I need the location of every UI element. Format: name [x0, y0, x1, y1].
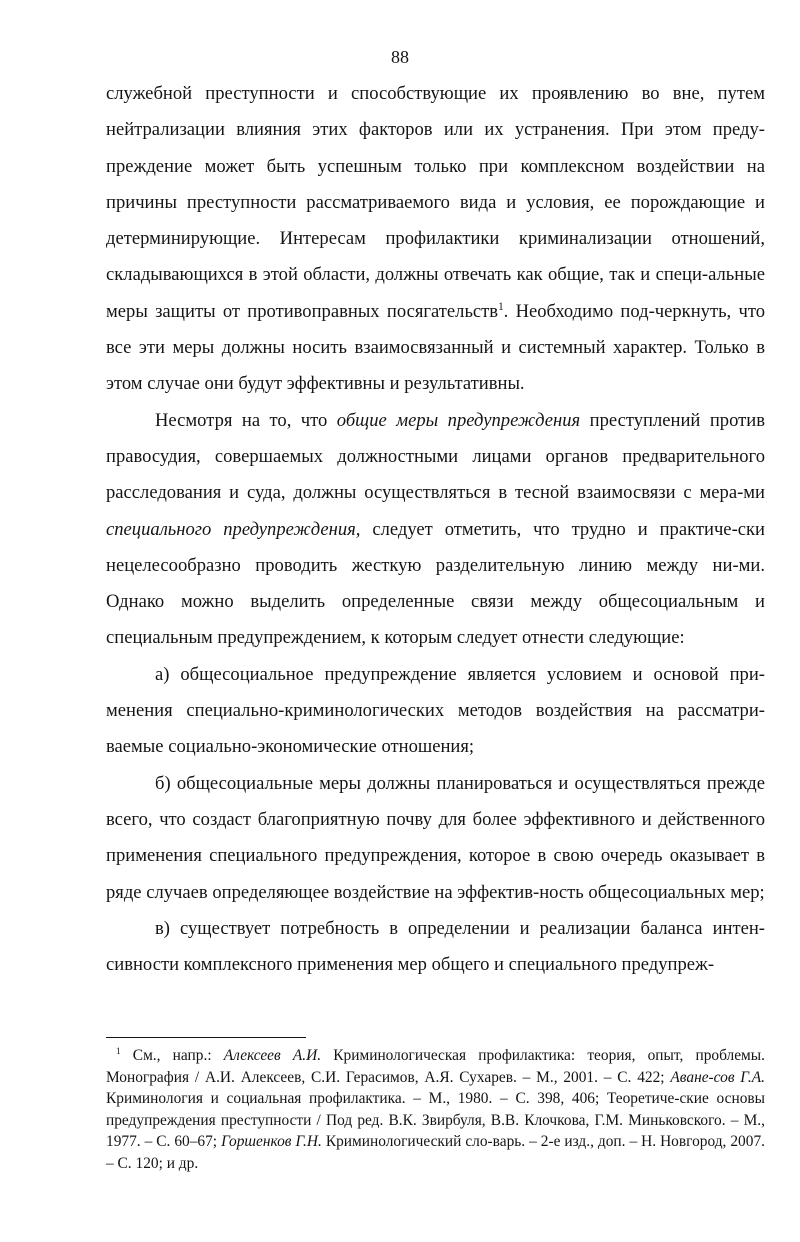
footnote-marker: 1	[498, 300, 504, 313]
text-run: следует отметить, что трудно и практиче-ски нецелесообразно проводить жесткую разделительную линию между ни-ми. Однако можно выделить определенные связи между общесоциальным и специальным предупреждением, к которым следует отнести следующие:	[106, 518, 765, 649]
text-run: Криминологическая профилактика: теория, опыт, проблемы. Монография / А.И. Алексеев, С.И. Герасимов, А.Я. Сухарев. – М., 2001. – С. 422;	[106, 1047, 765, 1086]
paragraph	[106, 76, 765, 403]
emphasized-text: Алексеев А.И.	[223, 1047, 322, 1064]
paragraph	[106, 403, 765, 657]
text-run: служебной преступности и способствующие их проявлению во вне, путем нейтрализации влияния этих факторов или их устранения. При этом преду-преждение может быть успешным только при комплексном воздействии на причины преступности рассматриваемого вида и условия, ее порождающие и детерминирующие. Интересам профилактики криминализации отношений, складывающихся в этой области, должны отвечать как общие, так и специ-альные меры защиты от противоправных посягательств	[106, 83, 765, 322]
page-number: 88	[391, 47, 409, 67]
text-run: преступлений против правосудия, совершаемых должностными лицами органов предварительного расследования и суда, должны осуществляться в тесной взаимосвязи с мера-ми	[106, 409, 765, 504]
footnote	[106, 1045, 765, 1174]
emphasized-text: Горшенков Г.Н.	[221, 1133, 322, 1150]
text-run: а) общесоциальное предупреждение является условием и основой при-менения специально-криминологических методов воздействия на рассматри-ваемые социально-экономические отношения;	[106, 663, 765, 758]
text-run: . Необходимо под-черкнуть, что все эти меры должны носить взаимосвязанный и системный характер. Только в этом случае они будут эффективны и результативны.	[106, 300, 765, 395]
paragraph	[106, 911, 765, 984]
text-run: в) существует потребность в определении и реализации баланса интен-сивности комплексного применения мер общего и специального предупреж-	[106, 917, 765, 976]
emphasized-text: специального предупреждения,	[106, 518, 361, 540]
main-text	[106, 76, 765, 983]
text-run: Криминологический сло-варь. – 2-е изд., доп. – Н. Новгород, 2007. – С. 120; и др.	[106, 1133, 765, 1172]
text-run: Криминология и социальная профилактика. – М., 1980. – С. 398, 406; Теоретиче-ские основы предупреждения преступности / Под ред. В.К. Звирбуля, В.В. Клочкова, Г.М. Миньковского. – М., 1977. – С. 60–67;	[106, 1090, 765, 1150]
emphasized-text: Аване-сов Г.А.	[670, 1068, 765, 1086]
footnote-separator	[106, 1037, 306, 1038]
emphasized-text: общие меры предупреждения	[336, 409, 581, 431]
text-run: б) общесоциальные меры должны планироваться и осуществляться прежде всего, что создаст благоприятную почву для более эффективного и действенного применения специального предупреждения, которое в свою очередь оказывает в ряде случаев определяющее воздействие на эффектив-ность общесоциальных мер;	[106, 772, 765, 903]
paragraph	[106, 766, 765, 911]
paragraph	[106, 657, 765, 766]
text-run: См., напр.:	[120, 1047, 224, 1064]
footnote-marker: 1	[116, 1045, 121, 1056]
text-run: Несмотря на то, что	[155, 409, 337, 431]
